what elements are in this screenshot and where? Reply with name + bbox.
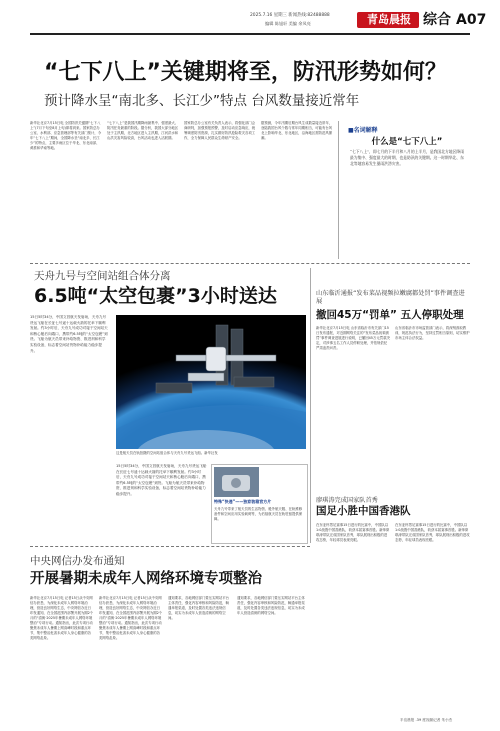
highway-story-text: 在东亚杯男足赛事15日进行的比赛中，中国队以1:0战胜中国香港队，收获本届赛事首胜。新帅廖琪涛带队完成国家队首秀，球队展现出积极的进攻态势，年轻球员表现亮眼。: [316, 523, 390, 542]
footer-note: 半岛晨报 .39 度视频记者 朱小杰: [400, 718, 453, 722]
page-number: A07: [456, 12, 487, 28]
right-column-divider: [310, 268, 311, 543]
network-story-text-col2: 新华社北京7月15日电 记者15日从中央网信办获悉，为深化未成年人网络环境治理，营造良好网络生态，中央网信办近日印发通知，在全国范围内部署开展为期2个月的“清朗·2025年暑期未成年人网络环境整治”专项行动。通知指出，此次专项行动聚焦未成年人暑期上网高峰时段和重点环节，集中整治危害未成年人身心健康的各类网络乱象。: [99, 596, 163, 640]
space-station-illustration: [116, 315, 306, 449]
masthead-underline: [30, 33, 470, 35]
highway-story-kicker: 廖琪涛完成国家队首秀: [316, 497, 378, 504]
lead-story-col3: 国家防总办公室有关负责人表示，将强化部门会商研判，加强预报预警，及时启动应急响应，统筹调度防汛资源，扎实做好防汛抢险救灾各项工作，全力保障人民群众生命财产安全。: [184, 121, 256, 140]
masthead: [0, 0, 500, 38]
space-note-image: [214, 467, 259, 497]
space-story-text-cont: 15日5时34分，中国文昌航天发射场，天舟九号货运飞船在长征七号遥十运载火箭的托举下顺利发射。约3小时后，天舟九号成功对接于空间站天和核心舱后向端口，携带约6.5吨的“太空包裹”到货。飞船为航天员带来补给物资、推进剂和科学实验设备，标志着空间站货物补给能力稳步提升。: [116, 464, 207, 496]
lead-story-col1: 新华社北京7月15日电 全国防汛关键期“七下八上”(7月下旬至8月上旬)即将到来。国家防总办公室、水利部、应急管理部等有关部门预计，今年“七下八上”期间，全国降水呈“南北多、长江少”的特点，主要多雨区位于华北、东北南部、黄淮和华南等地。: [30, 121, 102, 150]
network-story-text2: 通知要求，各地网信部门要压实网站平台主体责任，强化内容审核和风险防范，畅通举报渠道，及时处置各类违法违规信息，切实为未成年人营造清朗的网络空间。: [168, 596, 230, 620]
highway-story-title: 国足小胜中国香港队: [316, 505, 411, 517]
lead-story-col2: “七下八上”是我国汛期降雨最集中、强度最大、防汛任务最重的阶段。据分析，我国大部分地区处于主汛期，北方地区进入主汛期，江河洪水和山洪灾害风险较高，台风活动也进入活跃期。: [107, 121, 179, 140]
sidebar-header: ■名词解释: [348, 127, 378, 134]
sidebar-text: “七下八上”，即七月的下半月和八月的上半月，是我国北方地区降雨最为集中、强度最大的时期，也是防汛的关键期。这一时期华北、东北等地容易发生暴雨洪涝灾害。: [350, 149, 464, 166]
sidebar-divider: [338, 121, 339, 259]
network-story-text2-col2: 通知要求，各地网信部门要压实网站平台主体责任，强化内容审核和风险防范，畅通举报渠道，及时处置各类违法违规信息，切实为未成年人营造清朗的网络空间。: [237, 596, 305, 615]
policy-story-kicker: 山东临沂通报“发布菜品视频拉嫩腐都处罚”事件调查进展: [316, 290, 465, 305]
network-story-kicker: 中央网信办发布通知: [30, 555, 125, 567]
policy-story-title: 撤回45万“罚单” 五人停职处理: [316, 309, 464, 321]
policy-story-text2: 山东省临沂市市场监管部门表示，将深刻汲取教训，规范执法行为，坚持过罚相当原则，切实维护市场主体合法权益。: [395, 326, 470, 340]
section-separator: [30, 263, 470, 264]
network-story-text: 新华社北京7月15日电 记者15日从中央网信办获悉，为深化未成年人网络环境治理，营造良好网络生态，中央网信办近日印发通知，在全国范围内部署开展为期2个月的“清朗·2025年暑期未成年人网络环境整治”专项行动。通知指出，此次专项行动聚焦未成年人暑期上网高峰时段和重点环节，集中整治危害未成年人身心健康的各类网络乱象。: [30, 596, 94, 640]
space-story-title: 6.5吨“太空包裹”3小时送达: [34, 285, 277, 307]
note-image-illustration: [214, 467, 259, 497]
space-story-text: 15日5时34分，中国文昌航天发射场，天舟九号货运飞船在长征七号遥十运载火箭的托举下顺利发射。约3小时后，天舟九号成功对接于空间站天和核心舱后向端口，携带约6.5吨的“太空包裹”到货。飞船为航天员带来补给物资、推进剂和科学实验设备，标志着空间站货物补给能力稳步提升。: [30, 315, 108, 353]
bottom-separator: [30, 546, 310, 547]
policy-story-text: 新华社北京7月15日电 山东省临沂市有关部门15日发布通报，对近期网络关注的“发布菜品视频被罚”事件调查进展进行说明，已撤回45万元罚款决定，对涉事五名工作人员停职处理，并依规依纪严肃追责问责。: [316, 326, 390, 350]
space-story-kicker: 天舟九号与空间站组合体分离: [34, 270, 171, 282]
lead-story-subtitle: 预计降水呈“南北多、长江少”特点 台风数量接近常年: [44, 93, 360, 109]
masthead-date-line: 2025.7.16 星期三 新闻热线:82488888: [250, 13, 330, 18]
masthead-editor-line: 编辑 陈旭轩 美编 余凤亮: [265, 21, 311, 26]
space-note-title: 特殊“快递”——独家装箱宫方片: [214, 499, 272, 504]
space-note-text: 天舟九号带来了航天员的生活物资、舱外航天服、在轨维修备件和空间应用实验载荷等，为后续航天员在轨驻留提供保障。: [214, 507, 303, 521]
sidebar-title: 什么是“七下八上”: [371, 137, 443, 147]
lead-story-col4: 据预测，今年汛期后期台风生成数量接近常年，登陆我国台风个数与常年同期相当，可能有台风北上影响华北、东北地区，沿海地区需防范风暴潮。: [261, 121, 333, 140]
space-station-photo: [116, 315, 306, 449]
masthead-logo-text: 青岛晨报: [367, 13, 411, 26]
space-note-box: [211, 464, 308, 544]
sidebar-explainer: [344, 121, 470, 257]
lead-story-title: “七下八上”关键期将至，防汛形势如何？: [44, 60, 447, 85]
network-story-title: 开展暑期未成年人网络环境专项整治: [30, 571, 262, 587]
highway-story-text-cont: 在东亚杯男足赛事15日进行的比赛中，中国队以1:0战胜中国香港队，收获本届赛事首胜。新帅廖琪涛带队完成国家队首秀，球队展现出积极的进攻态势，年轻球员表现亮眼。: [395, 523, 470, 542]
space-photo-caption: 这是航天员在轨拍摄的空间站组合体与天舟九号货运飞船。新华社发: [116, 451, 218, 455]
section-label: 综合: [423, 12, 451, 28]
